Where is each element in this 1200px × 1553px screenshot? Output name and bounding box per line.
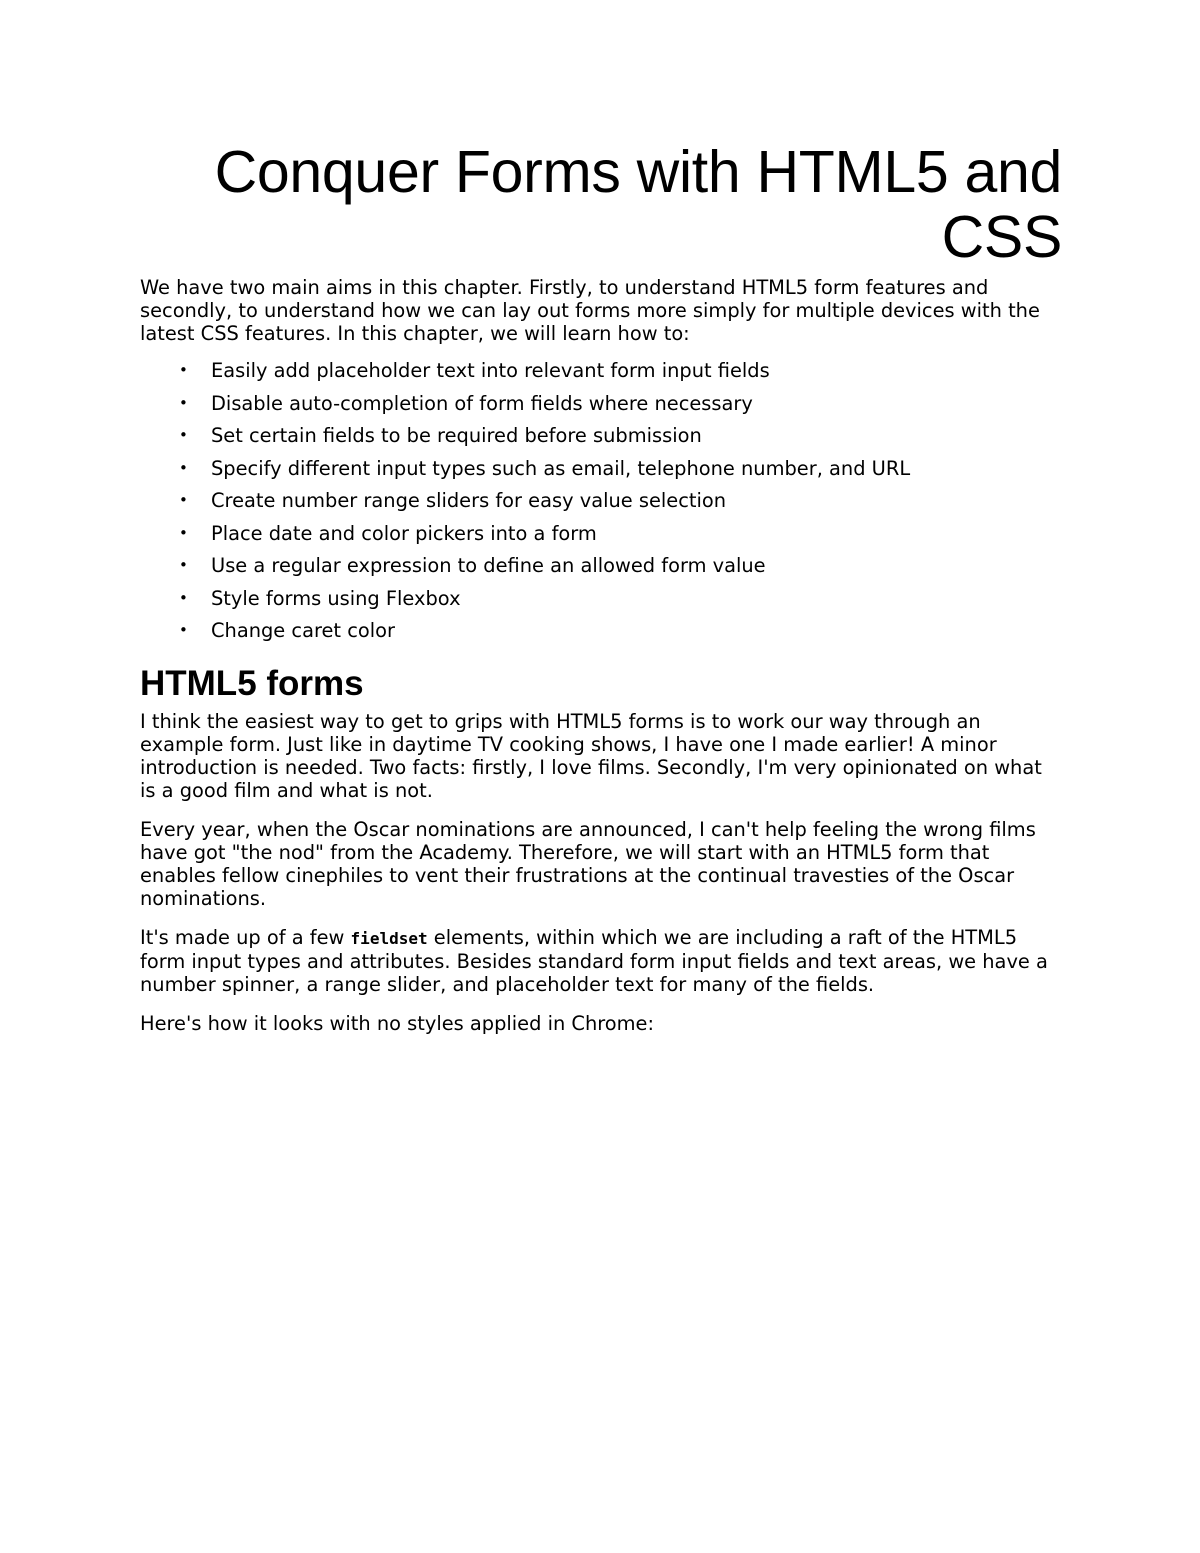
bullet-icon: • <box>179 361 188 379</box>
list-item-text: Disable auto-completion of form fields where necessary <box>211 391 753 415</box>
bullet-icon: • <box>179 458 188 477</box>
list-item-text: Change caret color <box>211 619 395 642</box>
list-item-text: Create number range sliders for easy value selection <box>211 489 726 512</box>
section-heading: HTML5 forms <box>140 664 364 703</box>
list-item <box>140 424 1062 447</box>
paragraph-text-before: It's made up of a few <box>140 926 351 949</box>
list-item <box>140 619 1062 642</box>
bullet-icon: • <box>179 556 188 574</box>
bullet-icon: • <box>179 491 188 509</box>
list-item <box>140 554 1062 577</box>
list-item <box>140 489 1062 512</box>
list-item-text: Set certain fields to be required before submission <box>211 424 702 447</box>
list-item <box>140 587 1062 610</box>
list-item <box>140 359 1062 382</box>
intro-paragraph: We have two main aims in this chapter. Firstly, to understand HTML5 form features and secondly, to understand how we can lay out forms more simply for multiple devices with the latest CSS features. In this chapter, we will learn how to: <box>140 276 1040 345</box>
list-item-text: Use a regular expression to define an allowed form value <box>211 554 766 577</box>
body-paragraph-1: I think the easiest way to get to grips with HTML5 forms is to work our way through an example form. Just like in daytime TV cooking shows, I have one I made earlier! A minor introduction is needed. Two facts: firstly, I love films. Secondly, I'm very opinionated on what is a good film and what is not. <box>140 710 1042 802</box>
bullet-icon: • <box>179 523 188 542</box>
body-paragraph-2: Every year, when the Oscar nominations are announced, I can't help feeling the wrong films have got "the nod" from the Academy. Therefore, we will start with an HTML5 form that enables fellow cinephiles to vent their frustrations at the continual travesties of the Oscar nominations. <box>140 818 1036 910</box>
bullet-icon: • <box>179 621 188 639</box>
list-item <box>140 522 1062 545</box>
list-item-text: Place date and color pickers into a form <box>211 521 597 545</box>
paragraph-text-after: elements, within which we are including a raft of the HTML5 form input types and attributes. Besides standard form input fields and text areas, we have a number spinner, a range slider, and placeholder text for many of the fields. <box>140 926 1048 996</box>
inline-code-fieldset: fieldset <box>350 929 428 948</box>
document-page <box>140 140 1062 1051</box>
bullet-icon: • <box>179 426 188 444</box>
body-paragraph-4: Here's how it looks with no styles applied in Chrome: <box>140 1012 655 1035</box>
body-paragraph-3 <box>140 926 1062 996</box>
chapter-title: Conquer Forms with HTML5 and CSS <box>214 139 1062 270</box>
bullet-icon: • <box>179 588 188 607</box>
list-item-text: Easily add placeholder text into relevant form input fields <box>211 359 770 382</box>
list-item <box>140 392 1062 415</box>
list-item-text: Specify different input types such as email, telephone number, and URL <box>211 456 911 480</box>
bullet-icon: • <box>179 393 188 412</box>
list-item <box>140 457 1062 480</box>
aims-list <box>140 359 1062 642</box>
list-item-text: Style forms using Flexbox <box>211 586 461 610</box>
